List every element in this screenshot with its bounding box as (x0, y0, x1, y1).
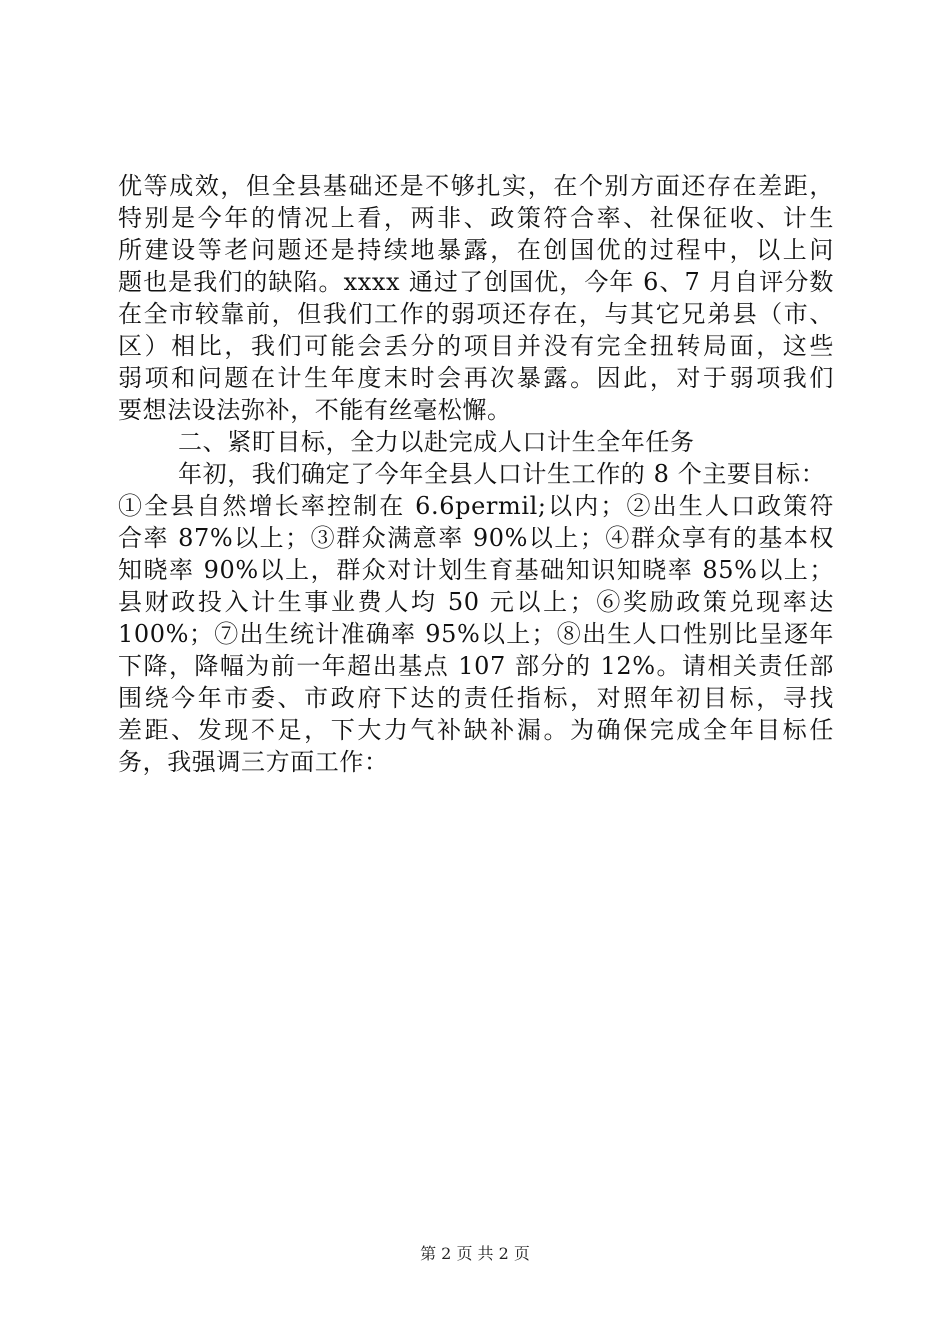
paragraph-line: 题也是我们的缺陷。xxxx 通过了创国优，今年 6、7 月自评分数 (118, 268, 834, 296)
paragraph-line: 100%；⑦出生统计准确率 95%以上；⑧出生人口性别比呈逐年 (118, 620, 834, 648)
paragraph-line: 合率 87%以上；③群众满意率 90%以上；④群众享有的基本权 (118, 524, 834, 552)
page-number-footer: 第 2 页 共 2 页 (420, 1244, 530, 1263)
paragraph-line: 优等成效，但全县基础还是不够扎实，在个别方面还存在差距， (118, 172, 834, 200)
paragraph-line: 特别是今年的情况上看，两非、政策符合率、社保征收、计生 (118, 204, 834, 232)
paragraph-line: 下降，降幅为前一年超出基点 107 部分的 12%。请相关责任部 (118, 652, 834, 680)
document-body (118, 170, 834, 778)
paragraph-line: 差距、发现不足，下大力气补缺补漏。为确保完成全年目标任 (118, 716, 834, 744)
paragraph-line: 务，我强调三方面工作： (118, 748, 389, 776)
paragraph-line: ①全县自然增长率控制在 6.6permil;以内；②出生人口政策符 (118, 492, 834, 520)
paragraph-line: 弱项和问题在计生年度末时会再次暴露。因此，对于弱项我们 (118, 364, 834, 392)
paragraph-line: 所建设等老问题还是持续地暴露，在创国优的过程中，以上问 (118, 236, 834, 264)
paragraph-line: 年初，我们确定了今年全县人口计生工作的 8 个主要目标： (178, 460, 826, 488)
paragraph-line: 在全市较靠前，但我们工作的弱项还存在，与其它兄弟县（市、 (118, 300, 834, 328)
section-heading: 二、紧盯目标，全力以赴完成人口计生全年任务 (178, 428, 695, 456)
paragraph-line: 县财政投入计生事业费人均 50 元以上；⑥奖励政策兑现率达 (118, 588, 834, 616)
paragraph-line: 区）相比，我们可能会丢分的项目并没有完全扭转局面，这些 (118, 332, 834, 360)
paragraph-line: 围绕今年市委、市政府下达的责任指标，对照年初目标，寻找 (118, 684, 834, 712)
paragraph-line: 要想法设法弥补，不能有丝毫松懈。 (118, 396, 512, 424)
paragraph-line: 知晓率 90%以上，群众对计划生育基础知识知晓率 85%以上； (118, 556, 834, 584)
